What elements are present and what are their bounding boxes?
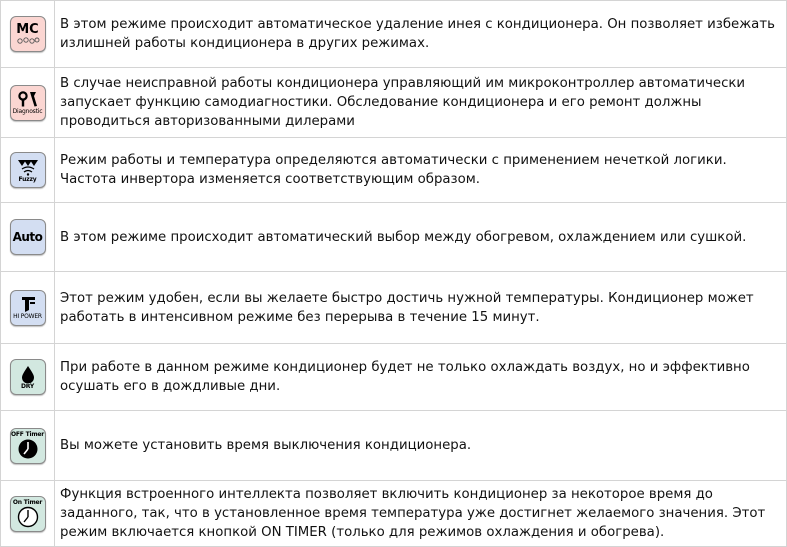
diagnostic-icon: Diagnostic [10,85,46,121]
mc-defrost-icon: MC [10,16,46,52]
hi-power-icon: HI POWER [10,290,46,326]
mode-description: Этот режим удобен, если вы желаете быстро достичь нужной температуры. Кондиционер может работать в интенсивном режиме без перерыва в течение 15 минут. [55,272,787,344]
off-timer-icon: OFF Timer [10,428,46,464]
mode-description: При работе в данном режиме кондиционер будет не только охлаждать воздух, но и эффективно осушать его в дождливые дни. [55,344,787,411]
on-timer-icon: On Timer [10,496,46,532]
table-row [1,481,787,547]
dry-mode-icon: DRY [10,359,46,395]
table-row [1,203,787,272]
auto-mode-icon: Auto [10,219,46,255]
table-row [1,411,787,481]
table-row [1,272,787,344]
mode-description: Режим работы и температура определяются автоматически с применением нечеткой логики. Частота инвертора изменяется соответствующим образом. [55,138,787,203]
mode-description: В этом режиме происходит автоматический выбор между обогревом, охлаждением или сушкой. [55,203,787,272]
mode-description: В этом режиме происходит автоматическое удаление инея с кондиционера. Он позволяет избежать излишней работы кондиционера в других режимах. [55,1,787,68]
table-row [1,1,787,68]
fuzzy-logic-icon: Fuzzy [10,152,46,188]
mode-description: В случае неисправной работы кондиционера управляющий им микроконтроллер автоматически запускает функцию самодиагностики. Обследование кондиционера и его ремонт должны проводиться авторизованными дилерами [55,68,787,138]
table-row [1,344,787,411]
table-row [1,138,787,203]
table-row [1,68,787,138]
mode-description: Вы можете установить время выключения кондиционера. [55,411,787,481]
mode-description: Функция встроенного интеллекта позволяет включить кондиционер за некоторое время до заданного, так, что в установленное время температура уже достигнет желаемого значения. Этот режим включается кнопкой ON TIMER (только для режимов охлаждения и обогрева). [55,481,787,547]
